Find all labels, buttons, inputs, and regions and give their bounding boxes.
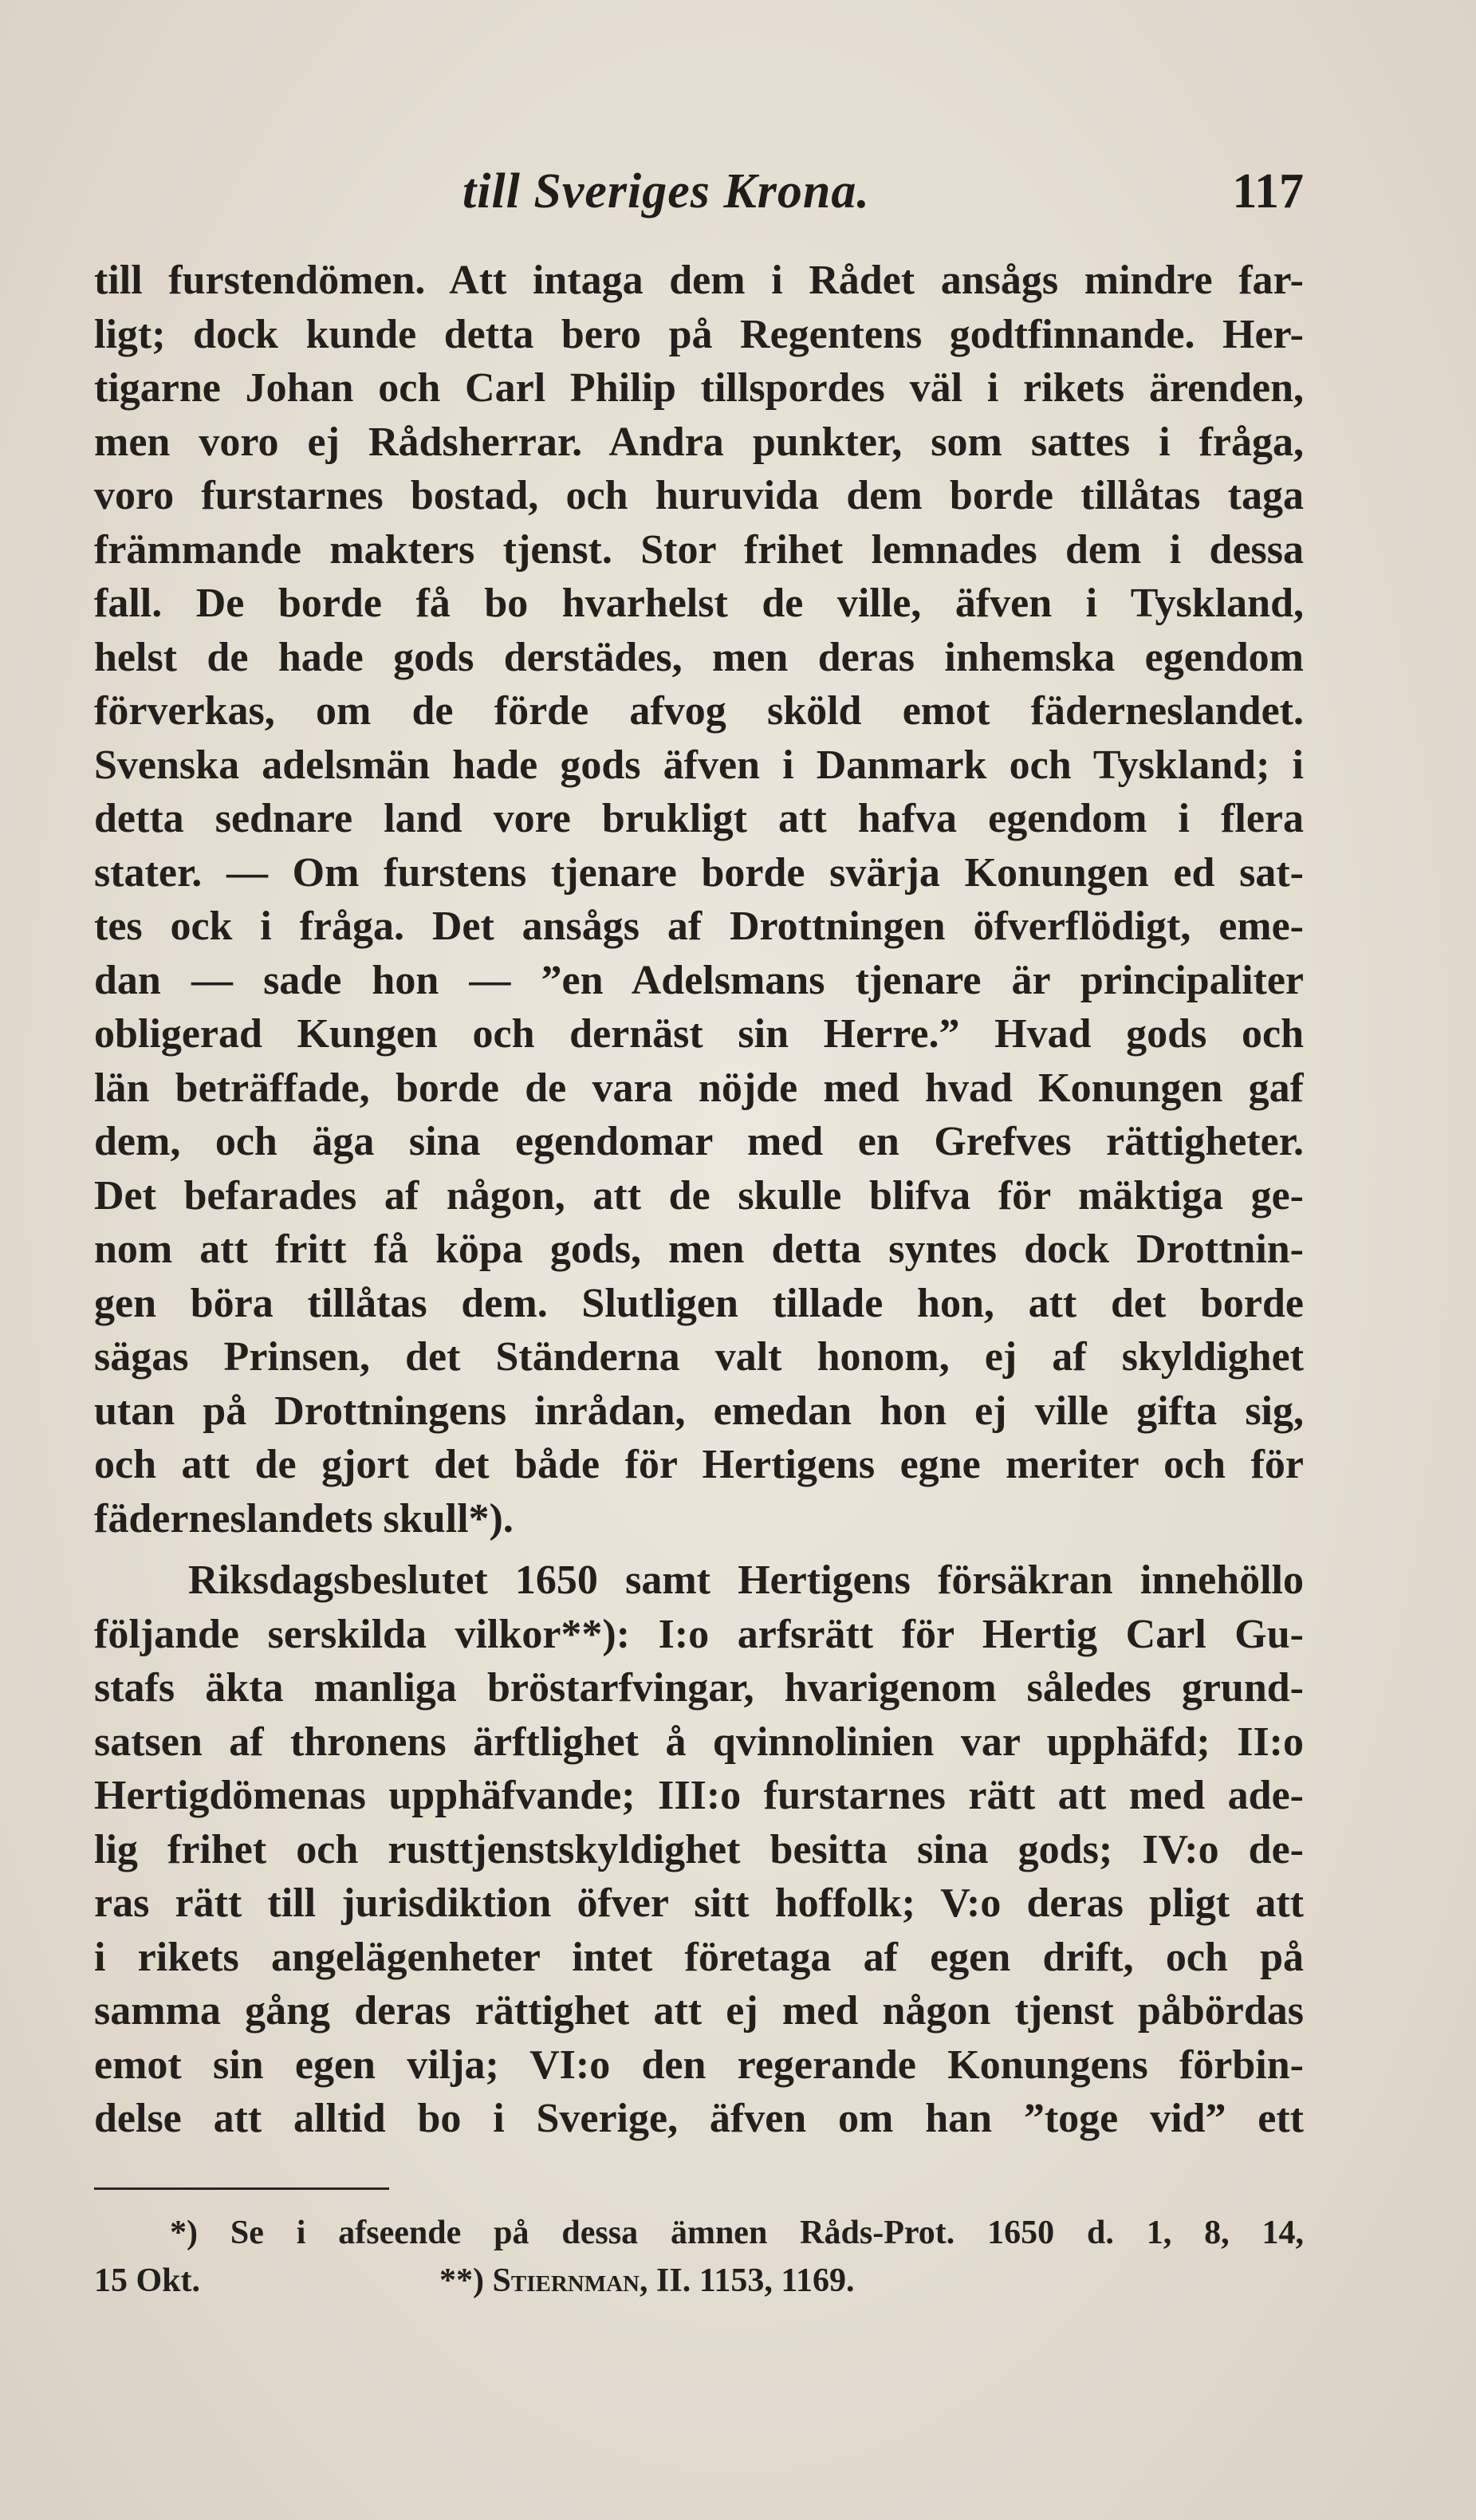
text-line: delse att alltid bo i Sverige, äfven om han ”toge vid” ett xyxy=(94,2096,1304,2141)
text-line: fall. De borde få bo hvarhelst de ville, äfven i Tyskland, xyxy=(94,581,1304,626)
text-line: nom att fritt få köpa gods, men detta syntes dock Drottnin- xyxy=(94,1227,1304,1272)
footnote-2-marker: **) xyxy=(439,2262,485,2299)
footnote-2 xyxy=(439,2257,855,2305)
text-line: emot sin egen vilja; VI:o den regerande Konungens förbin- xyxy=(94,2042,1304,2088)
text-line: tigarne Johan och Carl Philip tillspordes väl i rikets ärenden, xyxy=(94,365,1304,411)
text-line: obligerad Kungen och dernäst sin Herre.” Hvad gods och xyxy=(94,1011,1304,1057)
running-title: till Sveriges Krona. xyxy=(462,164,870,219)
text-line: län beträffade, borde de vara nöjde med hvad Konungen gaf xyxy=(94,1065,1304,1111)
text-line: ligt; dock kunde detta bero på Regentens godtfinnande. Her- xyxy=(94,311,1304,357)
text-line: dem, och äga sina egendomar med en Grefves rättigheter. xyxy=(94,1119,1304,1164)
text-line: sägas Prinsen, det Ständerna valt honom, ej af skyldighet xyxy=(94,1334,1304,1380)
footnotes xyxy=(94,2209,1304,2305)
footnote-2-author: Stiernman, xyxy=(492,2262,648,2299)
text-line: tes ock i fråga. Det ansågs af Drottningen öfverflödigt, eme- xyxy=(94,904,1304,949)
text-line: lig frihet och rusttjenstskyldighet besitta sina gods; IV:o de- xyxy=(94,1826,1304,1872)
text-line: gen böra tillåtas dem. Slutligen tillade hon, att det borde xyxy=(94,1280,1304,1326)
text-line: helst de hade gods derstädes, men deras inhemska egendom xyxy=(94,634,1304,680)
page-number: 117 xyxy=(1232,164,1304,219)
text-line: till furstendömen. Att intaga dem i Rådet ansågs mindre far- xyxy=(94,258,1304,303)
text-line: Det befarades af någon, att de skulle blifva för mäktiga ge- xyxy=(94,1172,1304,1219)
text-line: Riksdagsbeslutet 1650 samt Hertigens försäkran innehöllo xyxy=(188,1557,1304,1603)
text-line: och att de gjort det både för Hertigens egne meriter och för xyxy=(94,1442,1304,1487)
text-line: stafs äkta manliga bröstarfvingar, hvarigenom således grund- xyxy=(94,1665,1304,1711)
footnote-divider xyxy=(94,2187,389,2190)
text-line: Svenska adelsmän hade gods äfven i Danmark och Tyskland; i xyxy=(94,742,1304,788)
text-line: voro furstarnes bostad, och huruvida dem borde tillåtas taga xyxy=(94,473,1304,518)
text-line: stater. — Om furstens tjenare borde svärja Konungen ed sat- xyxy=(94,849,1304,896)
text-line: satsen af thronens ärftlighet å qvinnolinien var upphäfd; II:o xyxy=(94,1719,1304,1765)
footnote-1-continuation: 15 Okt. xyxy=(94,2262,201,2299)
footnote-line xyxy=(94,2257,1304,2305)
body-text xyxy=(94,254,1304,2146)
text-line: ras rätt till jurisdiktion öfver sitt hoffolk; V:o deras pligt att xyxy=(94,1880,1304,1926)
footnote-2-reference: II. 1153, 1169. xyxy=(656,2262,855,2299)
text-line: dan — sade hon — ”en Adelsmans tjenare är principaliter xyxy=(94,957,1304,1003)
page-header xyxy=(96,163,1304,227)
text-line: fäderneslandets skull*). xyxy=(94,1495,514,1542)
text-line: men voro ej Rådsherrar. Andra punkter, som sattes i fråga, xyxy=(94,419,1304,465)
text-line: samma gång deras rättighet att ej med någon tjenst påbördas xyxy=(94,1988,1304,2034)
text-line: detta sednare land vore brukligt att hafva egendom i flera xyxy=(94,796,1304,841)
text-line: utan på Drottningens inrådan, emedan hon ej ville gifta sig, xyxy=(94,1388,1304,1434)
footnote-1-line: *) Se i afseende på dessa ämnen Råds-Prot. 1650 d. 1, 8, 14, xyxy=(170,2215,1304,2251)
text-line: följande serskilda vilkor**): I:o arfsrätt för Hertig Carl Gu- xyxy=(94,1611,1304,1657)
text-line: förverkas, om de förde afvog sköld emot fäderneslandet. xyxy=(94,688,1304,734)
text-line: främmande makters tjenst. Stor frihet lemnades dem i dessa xyxy=(94,526,1304,573)
text-line: i rikets angelägenheter intet företaga af egen drift, och på xyxy=(94,1934,1304,1980)
text-line: Hertigdömenas upphäfvande; III:o furstarnes rätt att med ade- xyxy=(94,1773,1304,1818)
paragraph-gap xyxy=(94,1545,1304,1553)
